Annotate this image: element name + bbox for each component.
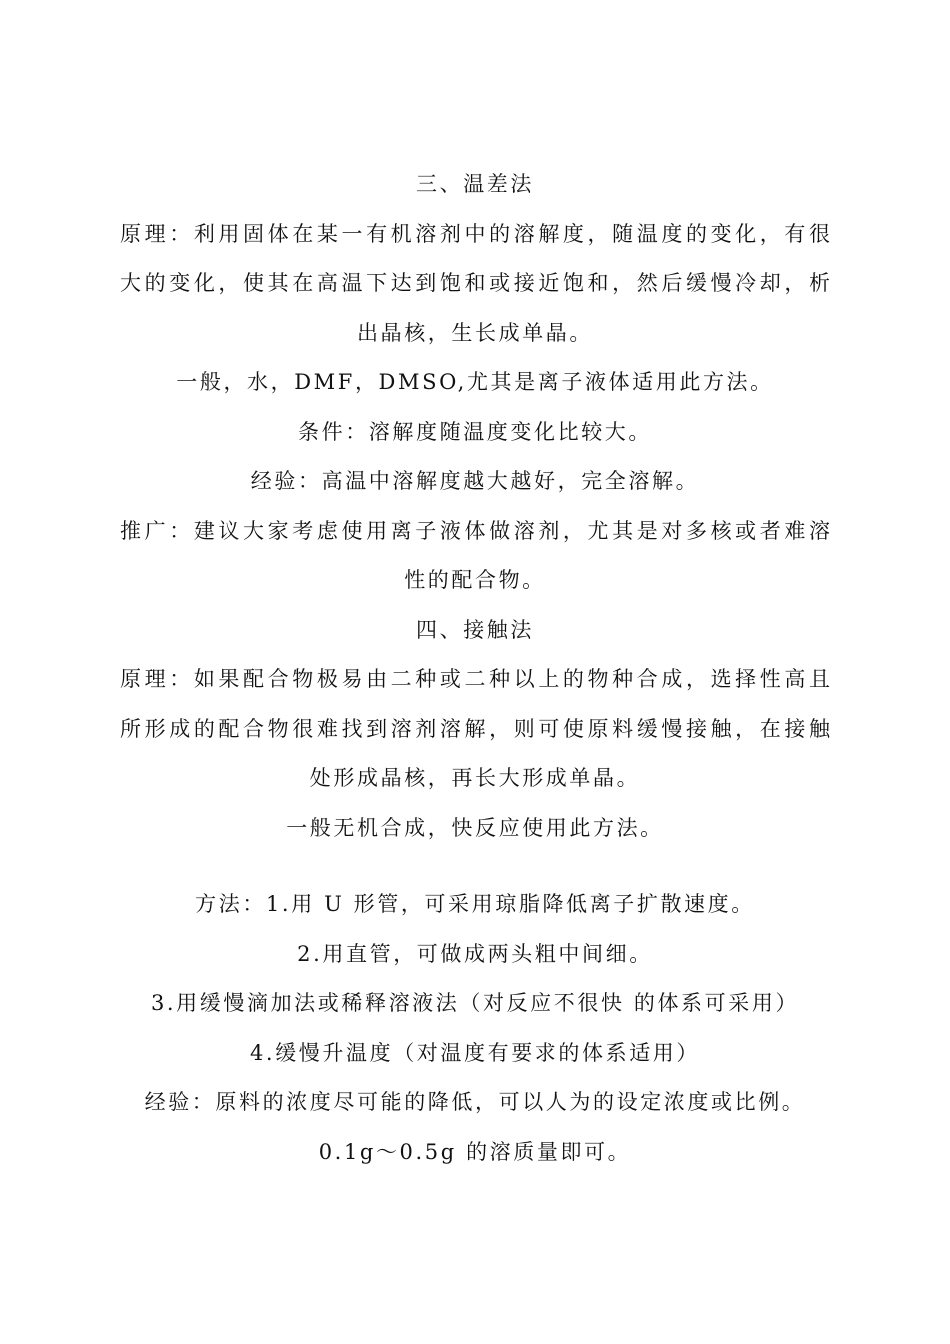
contact-general-note: 一般无机合成，快反应使用此方法。: [286, 815, 664, 840]
contact-principle-line-3: 处形成晶核，再长大形成单晶。: [309, 766, 641, 790]
promotion-line-2: 性的配合物。: [404, 568, 546, 592]
section-heading-contact-method: 四、接触法: [416, 617, 534, 642]
amount-note: 0.1g～0.5g 的溶质量即可。: [318, 1139, 632, 1164]
contact-principle-line-1: 原理：如果配合物极易由二种或二种以上的物种合成，选择性高且: [120, 667, 830, 691]
contact-experience-note: 经验：原料的浓度尽可能的降低，可以人为的设定浓度或比例。: [144, 1090, 806, 1114]
principle-line-1: 原理：利用固体在某一有机溶剂中的溶解度，随温度的变化，有很: [120, 221, 830, 246]
method-line-4: 4.缓慢升温度（对温度有要求的体系适用）: [249, 1040, 701, 1065]
contact-principle-line-2: 所形成的配合物很难找到溶剂溶解，则可使原料缓慢接触，在接触: [120, 716, 830, 741]
method-line-1: 方法：1.用 U 形管，可采用琼脂降低离子扩散速度。: [195, 892, 755, 916]
paragraph-gap: [0, 853, 950, 880]
experience-note: 经验：高温中溶解度越大越好，完全溶解。: [250, 469, 700, 493]
general-note: 一般，水，DMF，DMSO,尤其是离子液体适用此方法。: [176, 370, 774, 394]
principle-line-2: 大的变化，使其在高温下达到饱和或接近饱和，然后缓慢冷却，析: [120, 271, 830, 295]
method-line-3: 3.用缓慢滴加法或稀释溶液法（对反应不很快 的体系可采用）: [150, 991, 800, 1015]
method-line-2: 2.用直管，可做成两头粗中间细。: [297, 941, 653, 966]
section-heading-temperature-difference: 三、温差法: [416, 172, 534, 196]
promotion-line-1: 推广：建议大家考虑使用离子液体做溶剂，尤其是对多核或者难溶: [120, 518, 830, 543]
condition-note: 条件：溶解度随温度变化比较大。: [298, 419, 652, 444]
principle-line-3: 出晶核，生长成单晶。: [357, 320, 593, 345]
document-page: [0, 160, 950, 1177]
